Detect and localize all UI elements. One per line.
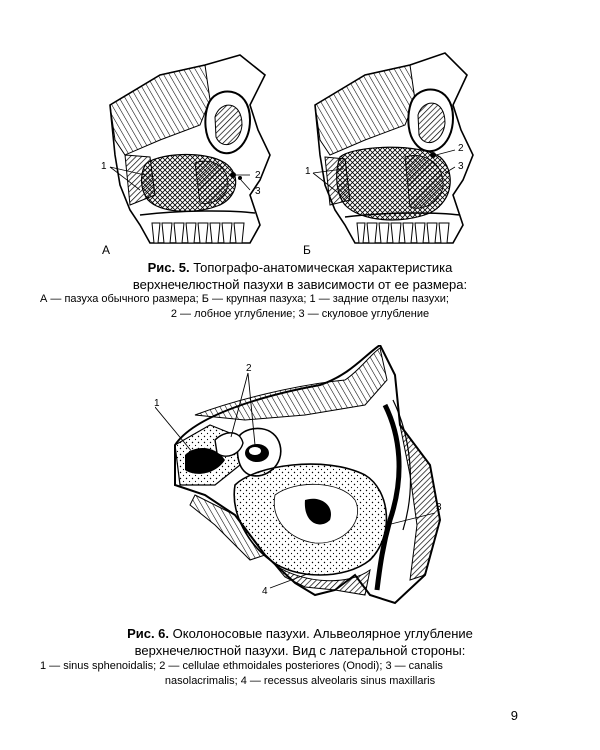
figure6-caption <box>40 625 560 659</box>
figure5-b-label-2: 2 <box>458 143 464 154</box>
figure6-caption-prefix: Рис. 6. <box>127 626 170 641</box>
figure5-panel-a-illustration <box>100 45 280 250</box>
figure5-panel-b-letter: Б <box>303 243 311 257</box>
figure5-a-label-3: 3 <box>255 186 261 197</box>
figure5-panel-a-letter: А <box>102 243 111 257</box>
figure6-legend-line1: 1 — sinus sphenoidalis; 2 — cellulae ethmoidales posteriores (Onodi); 3 — canalis <box>40 660 443 672</box>
figure5-caption-prefix: Рис. 5. <box>147 260 190 275</box>
figure6-label-3: 3 <box>436 502 442 513</box>
figure6-caption-line1: Околоносовые пазухи. Альвеолярное углубление <box>172 626 473 641</box>
figure5-a-label-2: 2 <box>255 170 261 181</box>
page-number: 9 <box>510 708 518 723</box>
figure5-caption-line2: верхнечелюстной пазухи в зависимости от ее размера: <box>132 277 468 292</box>
figure5-b-label-3: 3 <box>458 161 464 172</box>
figure6-caption-line2: верхнечелюстной пазухи. Вид с латеральной стороны: <box>134 643 466 658</box>
figure5-legend-line2: 2 — лобное углубление; 3 — скуловое углубление <box>170 308 430 320</box>
figure5-caption <box>40 259 560 293</box>
figure5-legend-line1: А — пазуха обычного размера; Б — крупная пазуха; 1 — задние отделы пазухи; <box>40 293 449 305</box>
figure5-a-label-1: 1 <box>101 161 107 172</box>
figure6-illustration <box>155 345 450 610</box>
figure6-label-1: 1 <box>154 398 160 409</box>
figure6-label-4: 4 <box>262 586 268 597</box>
figure6-label-2: 2 <box>246 363 252 374</box>
figure5-caption-line1: Топографо-анатомическая характеристика <box>193 260 453 275</box>
figure6-legend-line2: nasolacrimalis; 4 — recessus alveolaris sinus maxillaris <box>164 675 436 687</box>
figure5-b-label-1: 1 <box>305 166 311 177</box>
